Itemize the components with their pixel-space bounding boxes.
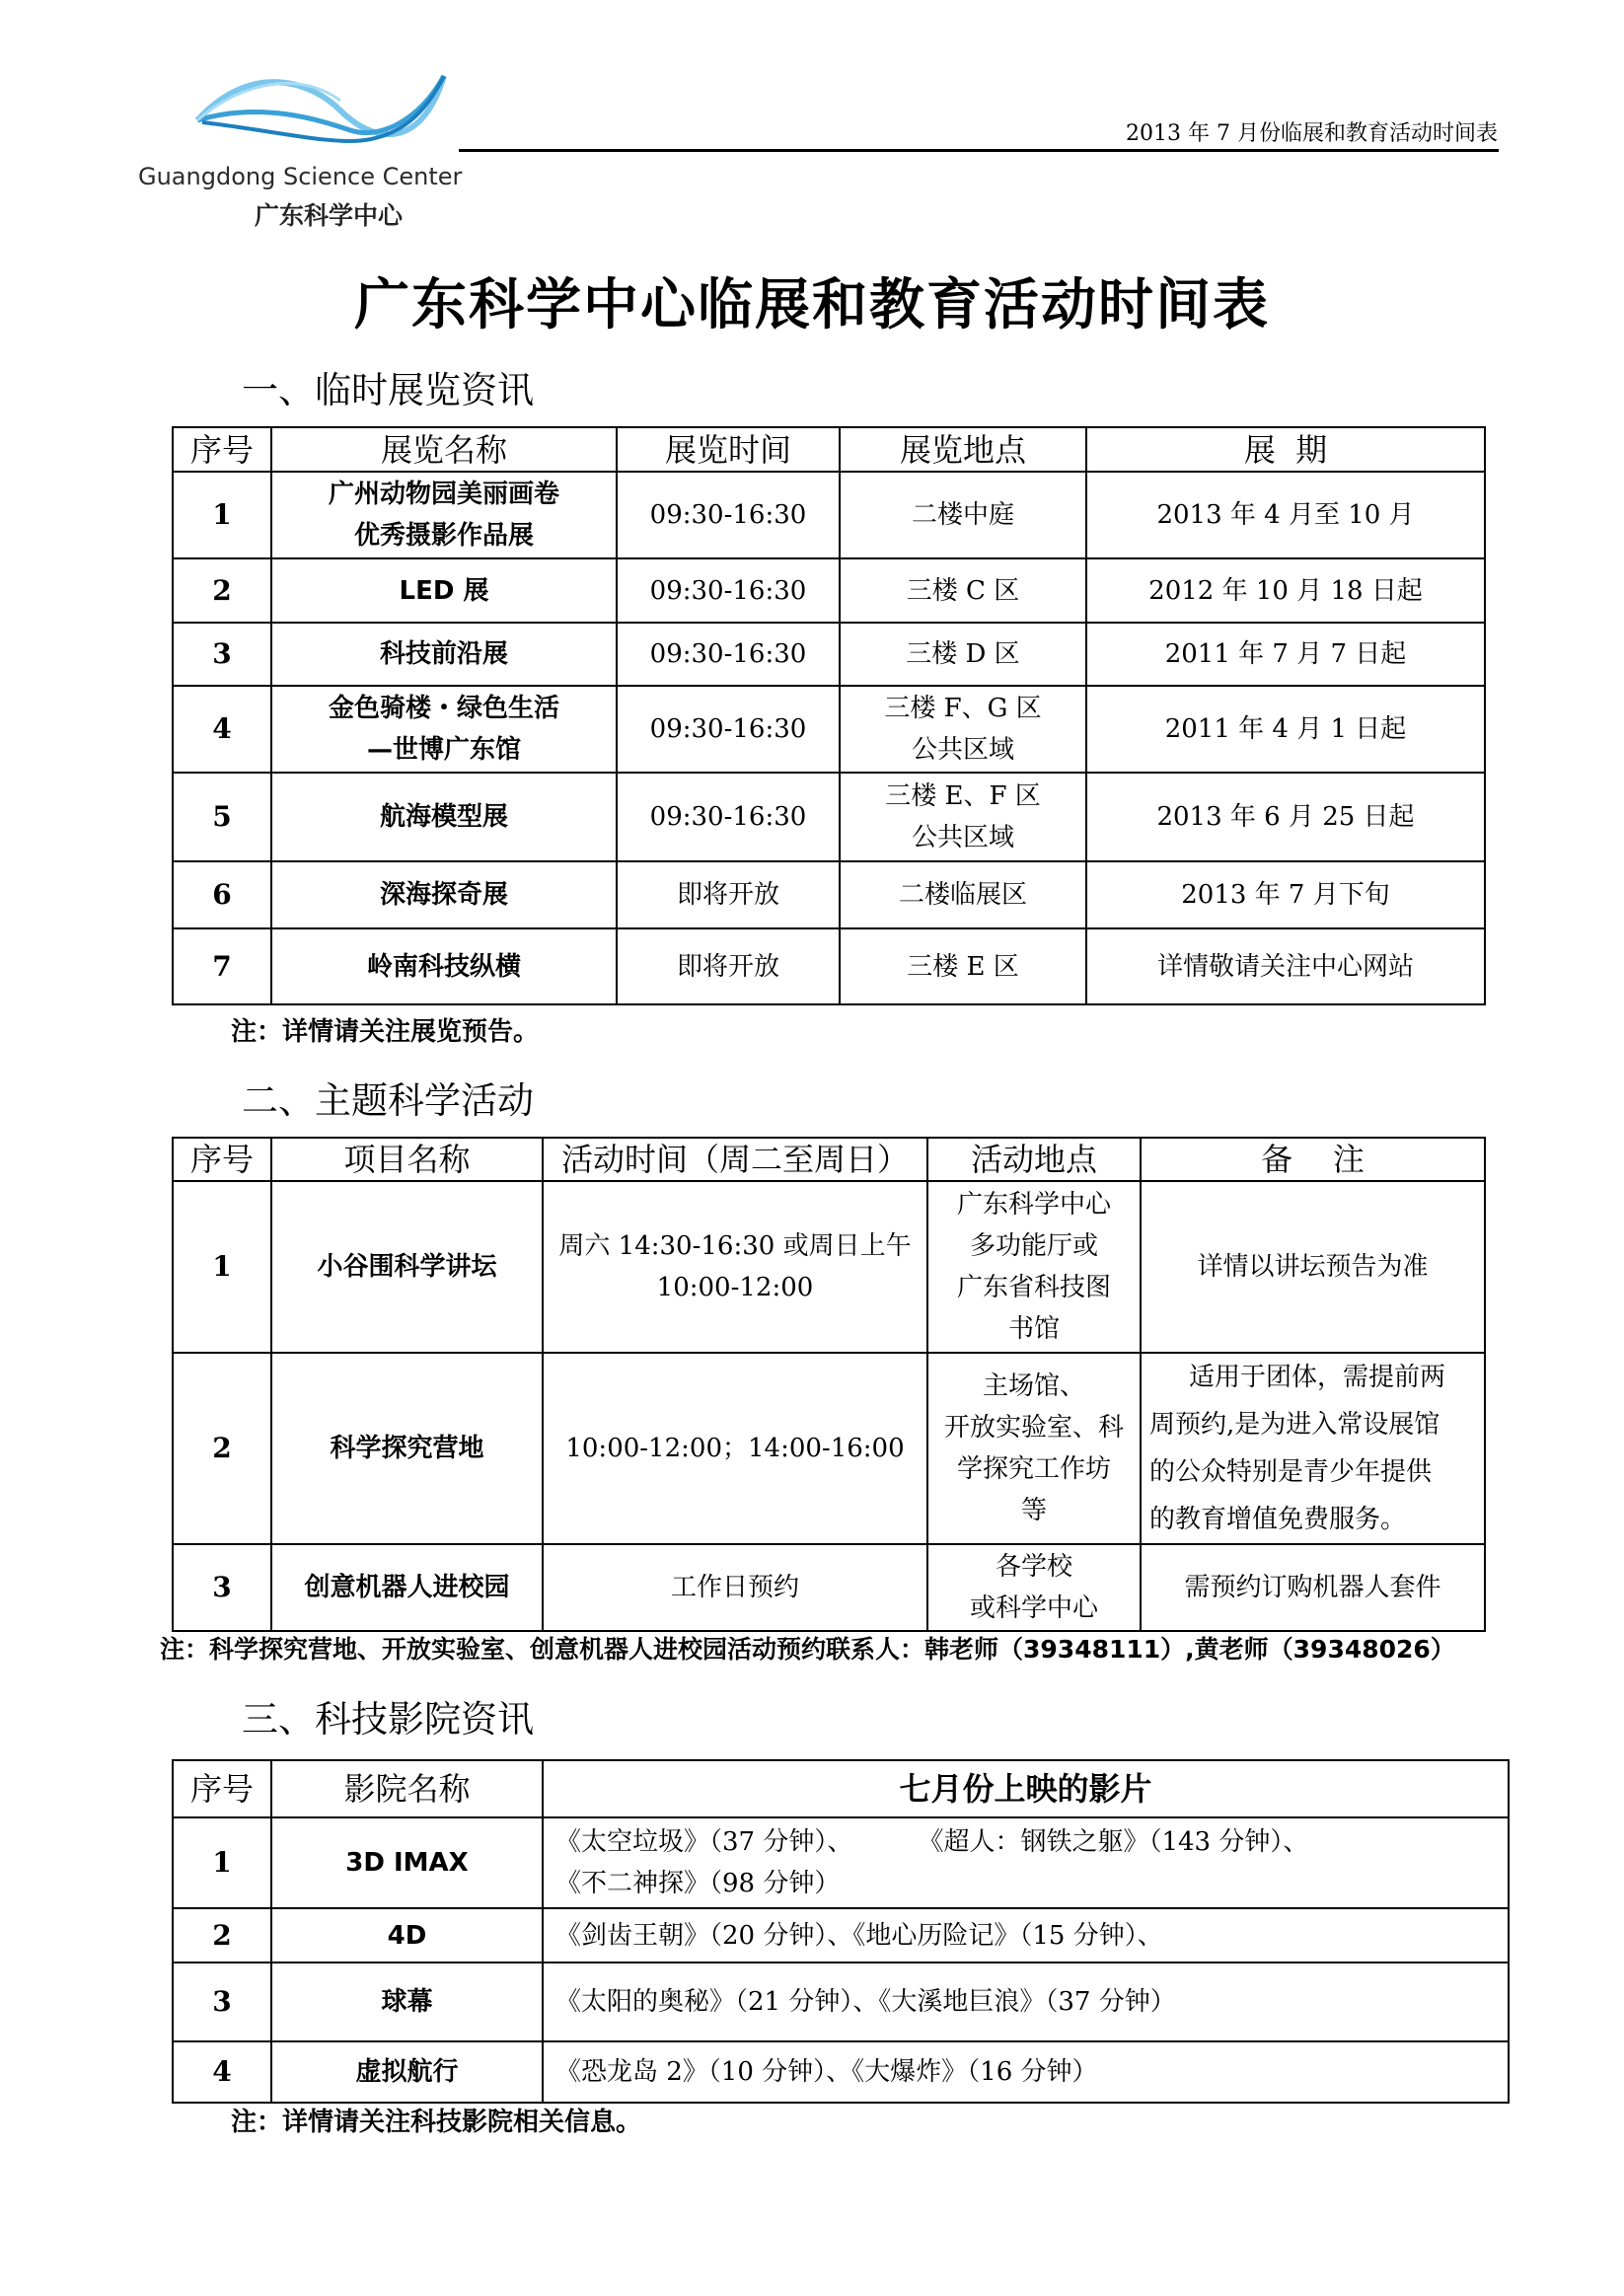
table-row [173, 472, 1485, 558]
column-header: 序号 [173, 1138, 271, 1181]
section-1-note: 注：详情请关注展览预告。 [231, 1017, 540, 1047]
row-number: 4 [173, 2041, 271, 2103]
exhibition-place: 三楼 E 区 [840, 928, 1086, 1004]
column-header: 展 期 [1086, 427, 1485, 472]
exhibition-time: 09:30-16:30 [617, 472, 840, 558]
row-number: 4 [173, 686, 271, 773]
remark-line: 的教育增值免费服务。 [1149, 1505, 1407, 1534]
place-line: 公共区域 [911, 823, 1014, 852]
place-line: 等 [1020, 1496, 1047, 1525]
section-1-heading: 一、临时展览资讯 [242, 369, 534, 411]
column-header: 影院名称 [271, 1760, 543, 1817]
table-row [173, 928, 1485, 1004]
cinema-table [172, 1759, 1510, 2104]
place-line: 广东省科技图 [956, 1273, 1111, 1302]
table-row [173, 2041, 1509, 2103]
remark-line: 的公众特别是青少年提供 [1149, 1457, 1433, 1487]
film-list [543, 1817, 1509, 1908]
exhibition-period: 详情敬请关注中心网站 [1086, 928, 1485, 1004]
place-line: 公共区域 [911, 735, 1014, 765]
exhibition-time: 即将开放 [617, 861, 840, 928]
table-row [173, 1181, 1485, 1353]
exhibition-period: 2013 年 7 月下旬 [1086, 861, 1485, 928]
row-number: 5 [173, 773, 271, 861]
activity-time [543, 1181, 927, 1353]
column-header: 项目名称 [271, 1138, 543, 1181]
exhibition-name: LED 展 [271, 558, 617, 623]
exhibition-name: 航海模型展 [271, 773, 617, 861]
section-2-heading: 二、主题科学活动 [242, 1079, 534, 1122]
exhibition-place: 二楼中庭 [840, 472, 1086, 558]
row-number: 1 [173, 1181, 271, 1353]
activity-name: 科学探究营地 [271, 1353, 543, 1544]
page-title: 广东科学中心临展和教育活动时间表 [354, 273, 1270, 337]
wave-logo-icon [192, 61, 449, 160]
exhibition-period: 2013 年 4 月至 10 月 [1086, 472, 1485, 558]
row-number: 2 [173, 1353, 271, 1544]
exhibition-period: 2013 年 6 月 25 日起 [1086, 773, 1485, 861]
row-number: 7 [173, 928, 271, 1004]
place-line: 三楼 E、F 区 [885, 781, 1041, 811]
exhibition-place: 二楼临展区 [840, 861, 1086, 928]
exhibition-time: 09:30-16:30 [617, 558, 840, 623]
cinema-name: 3D IMAX [271, 1817, 543, 1908]
table-row [173, 558, 1485, 623]
table-header-row [173, 1138, 1485, 1181]
column-header: 序号 [173, 427, 271, 472]
activity-time: 工作日预约 [543, 1544, 927, 1631]
exhibition-table [172, 426, 1486, 1005]
exhibition-time: 09:30-16:30 [617, 773, 840, 861]
time-line: 10:00-12:00 [656, 1273, 814, 1302]
activity-place [927, 1353, 1141, 1544]
activity-place [927, 1544, 1141, 1631]
table-row [173, 1353, 1485, 1544]
exhibition-time: 即将开放 [617, 928, 840, 1004]
row-number: 1 [173, 1817, 271, 1908]
exhibition-place: 三楼 D 区 [840, 623, 1086, 686]
place-line: 多功能厅或 [969, 1231, 1098, 1261]
column-header: 展览时间 [617, 427, 840, 472]
film-line: 《太空垃圾》（37 分钟）、 《超人：钢铁之躯》（143 分钟）、 [555, 1827, 1309, 1857]
place-line: 广东科学中心 [956, 1190, 1111, 1220]
exhibition-period: 2011 年 7 月 7 日起 [1086, 623, 1485, 686]
remark-line: 适用于团体，需提前两 [1189, 1363, 1446, 1392]
cinema-name: 球幕 [271, 1963, 543, 2041]
activity-remark [1141, 1353, 1485, 1544]
place-line: 或科学中心 [969, 1593, 1098, 1623]
exhibition-place: 三楼 C 区 [840, 558, 1086, 623]
exhibition-period: 2012 年 10 月 18 日起 [1086, 558, 1485, 623]
table-header-row [173, 427, 1485, 472]
table-row [173, 1817, 1509, 1908]
exhibition-name: 岭南科技纵横 [271, 928, 617, 1004]
logo-name-cn: 广东科学中心 [255, 201, 404, 230]
column-header: 活动地点 [927, 1138, 1141, 1181]
place-line: 三楼 F、G 区 [884, 694, 1042, 723]
section-3-heading: 三、科技影院资讯 [242, 1698, 534, 1741]
exhibition-place [840, 773, 1086, 861]
column-header: 七月份上映的影片 [543, 1760, 1509, 1817]
column-header: 展览地点 [840, 427, 1086, 472]
activity-remark: 详情以讲坛预告为准 [1141, 1181, 1485, 1353]
name-line: 广州动物园美丽画卷 [328, 480, 559, 509]
activity-time: 10:00-12:00；14:00-16:00 [543, 1353, 927, 1544]
activity-remark: 需预约订购机器人套件 [1141, 1544, 1485, 1631]
film-list: 《恐龙岛 2》（10 分钟）、《大爆炸》（16 分钟） [543, 2041, 1509, 2103]
name-line: —世博广东馆 [366, 735, 521, 765]
exhibition-name: 科技前沿展 [271, 623, 617, 686]
film-line: 《不二神探》（98 分钟） [555, 1869, 841, 1898]
table-row [173, 861, 1485, 928]
row-number: 3 [173, 623, 271, 686]
section-3-note: 注：详情请关注科技影院相关信息。 [231, 2108, 642, 2137]
column-header: 备 注 [1141, 1138, 1485, 1181]
place-line: 主场馆、 [982, 1371, 1085, 1401]
column-header: 序号 [173, 1760, 271, 1817]
table-row [173, 1963, 1509, 2041]
table-row [173, 623, 1485, 686]
cinema-name: 虚拟航行 [271, 2041, 543, 2103]
row-number: 2 [173, 1908, 271, 1963]
cinema-name: 4D [271, 1908, 543, 1963]
name-line: 优秀摄影作品展 [353, 521, 534, 551]
film-list: 《剑齿王朝》（20 分钟）、《地心历险记》（15 分钟）、 [543, 1908, 1509, 1963]
row-number: 3 [173, 1544, 271, 1631]
table-row [173, 1544, 1485, 1631]
row-number: 6 [173, 861, 271, 928]
exhibition-period: 2011 年 4 月 1 日起 [1086, 686, 1485, 773]
place-line: 各学校 [995, 1552, 1072, 1582]
exhibition-time: 09:30-16:30 [617, 623, 840, 686]
row-number: 1 [173, 472, 271, 558]
table-row [173, 773, 1485, 861]
place-line: 学探究工作坊 [956, 1454, 1111, 1484]
logo-name-en: Guangdong Science Center [138, 163, 463, 190]
guangdong-science-center-logo [138, 61, 464, 229]
exhibition-name [271, 686, 617, 773]
exhibition-name [271, 472, 617, 558]
activity-table [172, 1137, 1486, 1632]
name-line: 金色骑楼・绿色生活 [328, 694, 559, 723]
column-header: 活动时间（周二至周日） [543, 1138, 927, 1181]
remark-line: 周预约,是为进入常设展馆 [1149, 1410, 1440, 1440]
row-number: 2 [173, 558, 271, 623]
activity-name: 创意机器人进校园 [271, 1544, 543, 1631]
header-divider [459, 149, 1499, 152]
exhibition-place [840, 686, 1086, 773]
table-row [173, 686, 1485, 773]
table-row [173, 1908, 1509, 1963]
activity-name: 小谷围科学讲坛 [271, 1181, 543, 1353]
table-header-row [173, 1760, 1509, 1817]
exhibition-time: 09:30-16:30 [617, 686, 840, 773]
row-number: 3 [173, 1963, 271, 2041]
section-2-note: 注：科学探究营地、开放实验室、创意机器人进校园活动预约联系人：韩老师（39348111）,黄老师（39348026） [160, 1635, 1455, 1664]
time-line: 周六 14:30-16:30 或周日上午 [558, 1231, 912, 1261]
running-title: 2013 年 7 月份临展和教育活动时间表 [1126, 121, 1498, 146]
column-header: 展览名称 [271, 427, 617, 472]
exhibition-name: 深海探奇展 [271, 861, 617, 928]
activity-place [927, 1181, 1141, 1353]
place-line: 开放实验室、科 [943, 1413, 1124, 1443]
film-list: 《太阳的奥秘》（21 分钟）、《大溪地巨浪》（37 分钟） [543, 1963, 1509, 2041]
place-line: 书馆 [1007, 1314, 1060, 1344]
